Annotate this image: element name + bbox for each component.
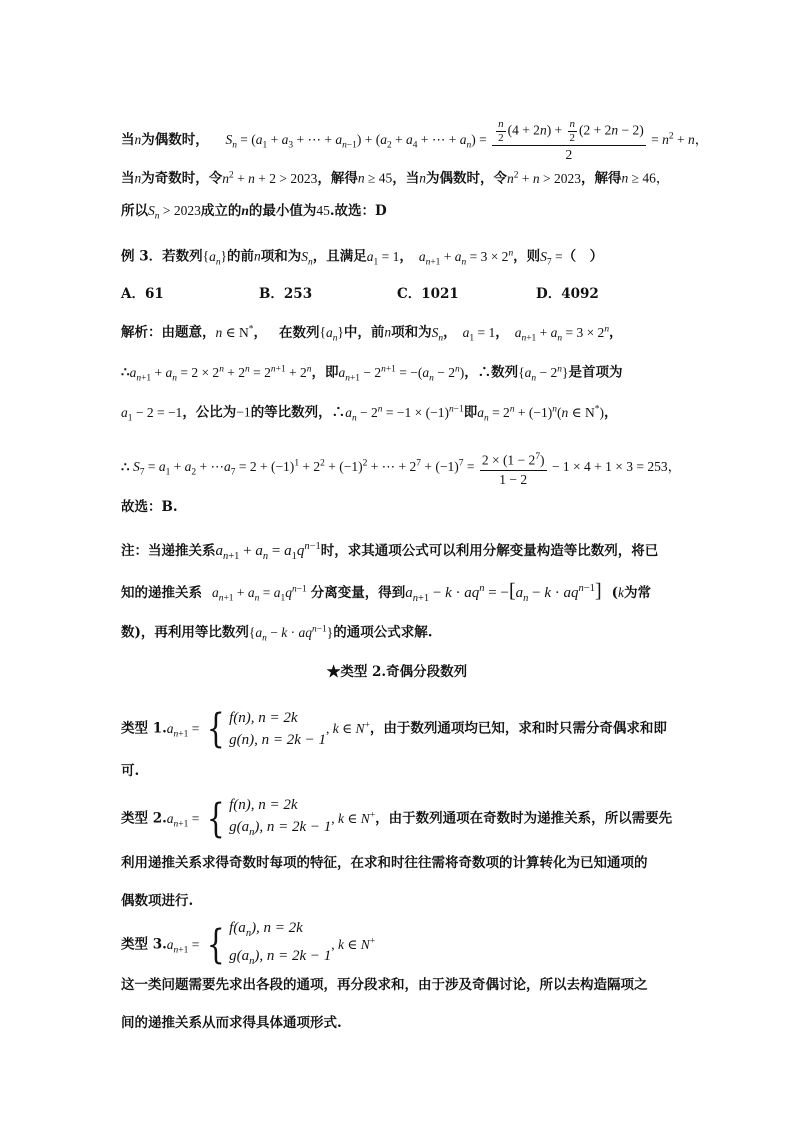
summary-line-2: 间的递推关系从而求得具体通项形式. xyxy=(121,1015,342,1031)
text: 的最小值为 xyxy=(248,203,317,219)
piecewise-definition: { f(n), n = 2k g(n), n = 2k − 1 xyxy=(206,706,327,752)
text: 解析：由题意， xyxy=(121,324,216,341)
year-value: 2023 xyxy=(173,203,201,218)
value: 45 xyxy=(316,203,330,218)
text: ，即 xyxy=(311,364,339,381)
text: ，则 xyxy=(513,248,541,265)
s7-value: 253 xyxy=(647,459,668,475)
type-2-line: 类型 $2.a_{n+1}$ = { f(n), n = 2k $g(a_n)$, n = 2k − 1 , k ∈ N+，由于数列通项在奇数时为递推关系，所以需要先 xyxy=(121,796,673,842)
text: 项和为 xyxy=(391,324,432,341)
text: ，公比为 xyxy=(182,404,237,421)
note-line-1: 注：当递推关系$a_{n+1} + a_n = a_1q^{n-1}$时，求其通项公式可以利用分解变量构造等比数列，将已 xyxy=(121,541,659,562)
text: 当 xyxy=(121,132,135,149)
solution-line-1: 解析：由题意，n ∈ N*， 在数列$\{a_n\}$中，前n项和为$S_n$， $a_1 = 1$， $a_{n+1} + a_n = 3 \times 2^n$， xyxy=(121,324,623,344)
text: ，当 xyxy=(392,170,420,187)
text: 时，求其通项公式可以利用分解变量构造等比数列，将已 xyxy=(320,543,659,559)
value: 45 xyxy=(378,170,393,186)
value: 46 xyxy=(642,170,656,186)
text: 的通项公式求解. xyxy=(333,624,433,641)
text: 类型 2. xyxy=(121,810,167,827)
text: 的等比数列，∴ xyxy=(250,404,346,421)
choice-c: C．1021 xyxy=(397,286,459,302)
note-line-2: 知的递推关系 $a_{n+1} + a_n = a_1q^{n-1}$ 分离变量，得到$a_{n+1} - k \cdot aq^n = -[a_n - k \cdot aq^{n-1}]$ (k为常 xyxy=(121,580,651,604)
text: ，且满足 xyxy=(312,248,367,265)
text: .故选：D xyxy=(329,203,387,219)
text: 知的递推关系 xyxy=(121,585,202,601)
text: 是首项为 xyxy=(568,364,623,381)
text: 项和为 xyxy=(260,248,302,265)
conclusion-line: 所以$S_n > 2023$成立的n的最小值为45.故选：D xyxy=(121,203,387,222)
text: ，由于数列通项在奇数时为递推关系，所以需要先 xyxy=(375,810,673,827)
text: 分离变量，得到 xyxy=(310,585,406,601)
text: 例 3．若数列 xyxy=(121,248,203,265)
choice-d: D．4092 xyxy=(536,286,599,302)
solution-line-2: $\therefore a_{n+1} + a_n = 2 \times 2^n + 2^n = 2^{n+1} + 2^n$，即$a_{n+1} - 2^{n+1} = -(a_n - 2^n)$，∴数列$\{a_n - 2^n\}$是首项为 xyxy=(121,364,623,384)
note-line-3: 数)，再利用等比数列$\{a_n - k \cdot aq^{n-1}\}$的通项公式求解. xyxy=(121,624,433,644)
text: （ ） xyxy=(562,248,604,265)
type-2-line-2: 利用递推关系求得奇数时每项的特征，在求和时往往需将奇数项的计算转化为已知通项的 xyxy=(121,855,648,871)
year-value: 2023 xyxy=(553,170,581,186)
text: ，解得 xyxy=(317,170,358,187)
type-2-line-3: 偶数项进行. xyxy=(121,893,194,909)
text: ，∴数列 xyxy=(464,364,519,381)
piecewise-definition: { $f(a_n)$, n = 2k $g(a_n)$, n = 2k − 1 xyxy=(206,920,332,968)
year-value: 2023 xyxy=(290,170,318,186)
text: 为偶数时， xyxy=(141,132,209,149)
text: 当 xyxy=(121,170,135,187)
text: 所以 xyxy=(121,203,148,219)
text: ∴ xyxy=(121,364,130,381)
text: 在数列 xyxy=(278,324,320,341)
type-3-line: 类型 $3.a_{n+1}$ = { $f(a_n)$, n = 2k $g(a_n)$, n = 2k − 1 , k ∈ N+ xyxy=(121,916,758,975)
text: 为奇数时，令 xyxy=(141,170,223,187)
text: 为常 xyxy=(624,585,651,601)
text: 类型 3. xyxy=(121,936,167,953)
formula-sum-even: $S_n = (a_1 + a_3$ + ⋯ + $a_{n-1}) + (a_2 + a_4$ + ⋯ + $a_n$) = $\frac{n}{2}$ (4 + 2n) + $\frac{n}{2}$ (2 + 2n − 2) 2 = $n^2 + n$， xyxy=(225,118,709,162)
type-1-line: 类型 $1.a_{n+1}$ = { f(n), n = 2k g(n), n = 2k − 1 , k ∈ N+，由于数列通项均已知，求和时只需分奇偶求和即 xyxy=(121,706,667,752)
solution-line-4-s7: ∴ $S_7 = a_1 + a_2$ + $\cdots a_7 = 2 + (-1)^1 + 2^2 + (-1)^2$ + ⋯ + $2^7 + (-1)^7$ = $\frac{2 \times (1 - 2^7)}{1 - 2}$ − 1 × 4 + 1 × 3 = 253， xyxy=(121,448,758,489)
text: 注：当递推关系 xyxy=(121,543,216,559)
even-case-sum-line: 当n为偶数时， $S_n = (a_1 + a_3$ + ⋯ + $a_{n-1}) + (a_2 + a_4$ + ⋯ + $a_n$) = $\frac{n}{2}$ (4 + 2n) + $\frac{n}{2}$ (2 + 2n − 2) 2 = $n^2 + n$， xyxy=(121,118,709,162)
solution-answer: 故选：B. xyxy=(121,499,178,515)
text: 即 xyxy=(463,404,478,421)
text: ，由于数列通项均已知，求和时只需分奇偶求和即 xyxy=(369,720,667,737)
text: ，解得 xyxy=(580,170,622,187)
choice-a: A．61 xyxy=(121,286,164,302)
text: 中，前 xyxy=(343,324,385,341)
choice-b: B．253 xyxy=(259,286,313,302)
section-title: ★类型 2.奇偶分段数列 xyxy=(326,664,468,680)
piecewise-definition: { f(n), n = 2k $g(a_n)$, n = 2k − 1 xyxy=(206,796,332,842)
summary-line-1: 这一类问题需要先求出各段的通项，再分段求和，由于涉及奇偶讨论，所以去构造隔项之 xyxy=(121,977,648,993)
text: 数)，再利用等比数列 xyxy=(121,624,249,641)
odd-even-inequality-line: 当n为奇数时，令$n^2 + n + 2 > 2023$，解得n ≥ 45，当n为偶数时，令$n^2 + n > 2023$，解得n ≥ 46， xyxy=(121,170,670,187)
solution-line-3: $a_1 - 2 = -1$，公比为−1的等比数列，$\therefore a_n - 2^n = -1 \times (-1)^{n-1}$即$a_n = 2^n + (-1)^n(n$ ∈ N*)， xyxy=(121,404,618,424)
text: 类型 1. xyxy=(121,720,167,737)
text: 成立的 xyxy=(200,203,242,219)
type-1-line-2: 可. xyxy=(121,763,140,779)
example-3-question: 例 3．若数列$\{a_n\}$的前n项和为$S_n$，且满足$a_1 = 1$， $a_{n+1} + a_n = 3 \times 2^n$，则$S_7$ =（ ） xyxy=(121,248,604,268)
text: 为偶数时，令 xyxy=(426,170,507,187)
text: 的前 xyxy=(227,248,255,265)
